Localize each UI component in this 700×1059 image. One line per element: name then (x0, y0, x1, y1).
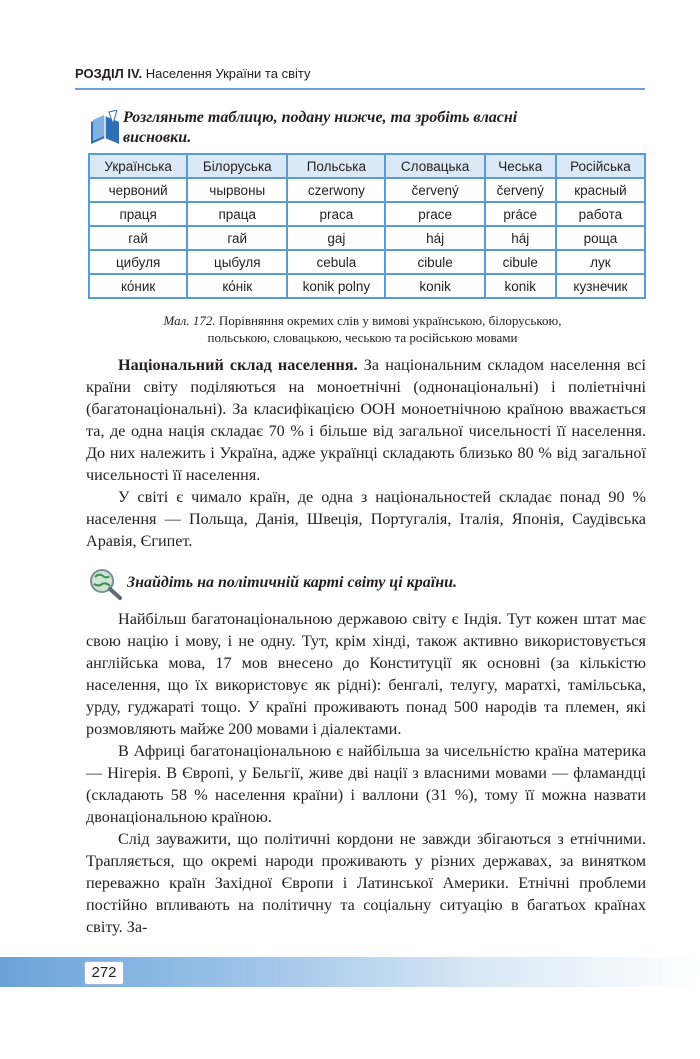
table-cell: кузнечик (556, 274, 645, 298)
column-header: Російська (556, 154, 645, 178)
table-cell: червоний (89, 178, 187, 202)
table-cell: práce (485, 202, 556, 226)
task-map-text: Знайдіть на політичній карті світу ці країни. (127, 574, 457, 591)
page-number: 272 (84, 961, 124, 985)
caption-line-1: Порівняння окремих слів у вимові українською, білоруською, (218, 313, 562, 328)
table-cell: prace (385, 202, 484, 226)
table-row (89, 202, 645, 226)
figure-caption (75, 312, 650, 346)
section-label: РОЗДІЛ IV. (75, 66, 143, 81)
table-cell: cebula (287, 250, 385, 274)
table-cell: красный (556, 178, 645, 202)
table-cell: цыбуля (187, 250, 287, 274)
table-cell: konik (385, 274, 484, 298)
body-text-2 (86, 608, 646, 938)
table-cell: praca (287, 202, 385, 226)
book-icon (87, 110, 123, 148)
table-cell: konik (485, 274, 556, 298)
table-cell: cibule (385, 250, 484, 274)
table-cell: праца (187, 202, 287, 226)
header-rule (75, 88, 645, 90)
section-title: Населення України та світу (145, 66, 311, 81)
table-cell: кόнік (187, 274, 287, 298)
table-cell: gaj (287, 226, 385, 250)
table-cell: czerwony (287, 178, 385, 202)
column-header: Білоруська (187, 154, 287, 178)
table-row (89, 250, 645, 274)
table-row (89, 226, 645, 250)
table-cell: работа (556, 202, 645, 226)
paragraph-africa-europe: В Африці багатонаціональною є найбільша за чисельністю країна материка — Нігерія. В Європі, у Бельгії, живе дві нації з власними мовами — фламандці (складають 58 % населення країни) і валлони (31 %), тому її можна назвати двонаціональною країною. (86, 742, 646, 826)
table-cell: роща (556, 226, 645, 250)
body-text-1 (86, 354, 646, 552)
table-cell: кόник (89, 274, 187, 298)
column-header: Українська (89, 154, 187, 178)
table-cell: háj (485, 226, 556, 250)
table-header-row (89, 154, 645, 178)
task-line-1: Розгляньте таблицю, подану нижче, та зробіть власні (123, 109, 518, 126)
running-header (75, 66, 645, 81)
table-cell: červený (485, 178, 556, 202)
paragraph-text: За національним складом населення всі країни світу поділяються на моноетнічні (однонаціональні) і поліетнічні (багатонаціональні). За класифікацією ООН моноетнічною країною вважається та, де одна нація складає 70 % і більше від загальної чисельності її населення. До них належить і Україна, адже українці складають близько 80 % від загальної чисельності її населення. (86, 356, 646, 484)
table-row (89, 274, 645, 298)
paragraph-borders: Слід зауважити, що політичні кордони не завжди збігаються з етнічними. Трапляється, що окремі народи проживають у різних державах, за винятком переважно країн Західної Європи і Латинської Америки. Етнічні проблеми постійно впливають на політичну та соціальну ситуацію в багатьох країнах світу. За- (86, 830, 646, 936)
task-map (75, 573, 650, 593)
table-cell: konik polny (287, 274, 385, 298)
table-cell: háj (385, 226, 484, 250)
paragraph-monoethnic: У світі є чимало країн, де одна з національностей складає понад 90 % населення — Польща, Данія, Швеція, Португалія, Італія, Японія, Саудівська Аравія, Єгипет. (86, 488, 646, 550)
table-cell: цибуля (89, 250, 187, 274)
table-cell: чырвоны (187, 178, 287, 202)
column-header: Польська (287, 154, 385, 178)
table-cell: гай (187, 226, 287, 250)
language-table (88, 153, 646, 299)
table-cell: гай (89, 226, 187, 250)
table-row (89, 178, 645, 202)
caption-line-2: польською, словацькою, чеською та російською мовами (207, 330, 518, 345)
table-cell: červený (385, 178, 484, 202)
paragraph-national-composition (86, 354, 646, 486)
paragraph-lead: Національний склад населення. (118, 356, 358, 374)
table-cell: лук (556, 250, 645, 274)
task-line-2: висновки. (123, 129, 192, 146)
paragraph-india: Найбільш багатонаціональною державою світу є Індія. Тут кожен штат має свою націю і мову, і не одну. Тут, крім хінді, також активно використовується англійська мова, 17 мов внесено до Конституції як основні (за кількістю населення, що їх використовує як рідні): бенгалі, телугу, маратхі, тамільська, урду, гуджараті тощо. У країні проживають понад 500 народів та племен, які розмовляють майже 200 мовами і діалектами. (86, 610, 646, 738)
column-header: Чеська (485, 154, 556, 178)
magnifier-globe-icon (87, 567, 123, 601)
task-table (75, 108, 650, 148)
table-cell: праця (89, 202, 187, 226)
column-header: Словацька (385, 154, 484, 178)
caption-label: Мал. 172. (163, 313, 216, 328)
table-cell: cibule (485, 250, 556, 274)
